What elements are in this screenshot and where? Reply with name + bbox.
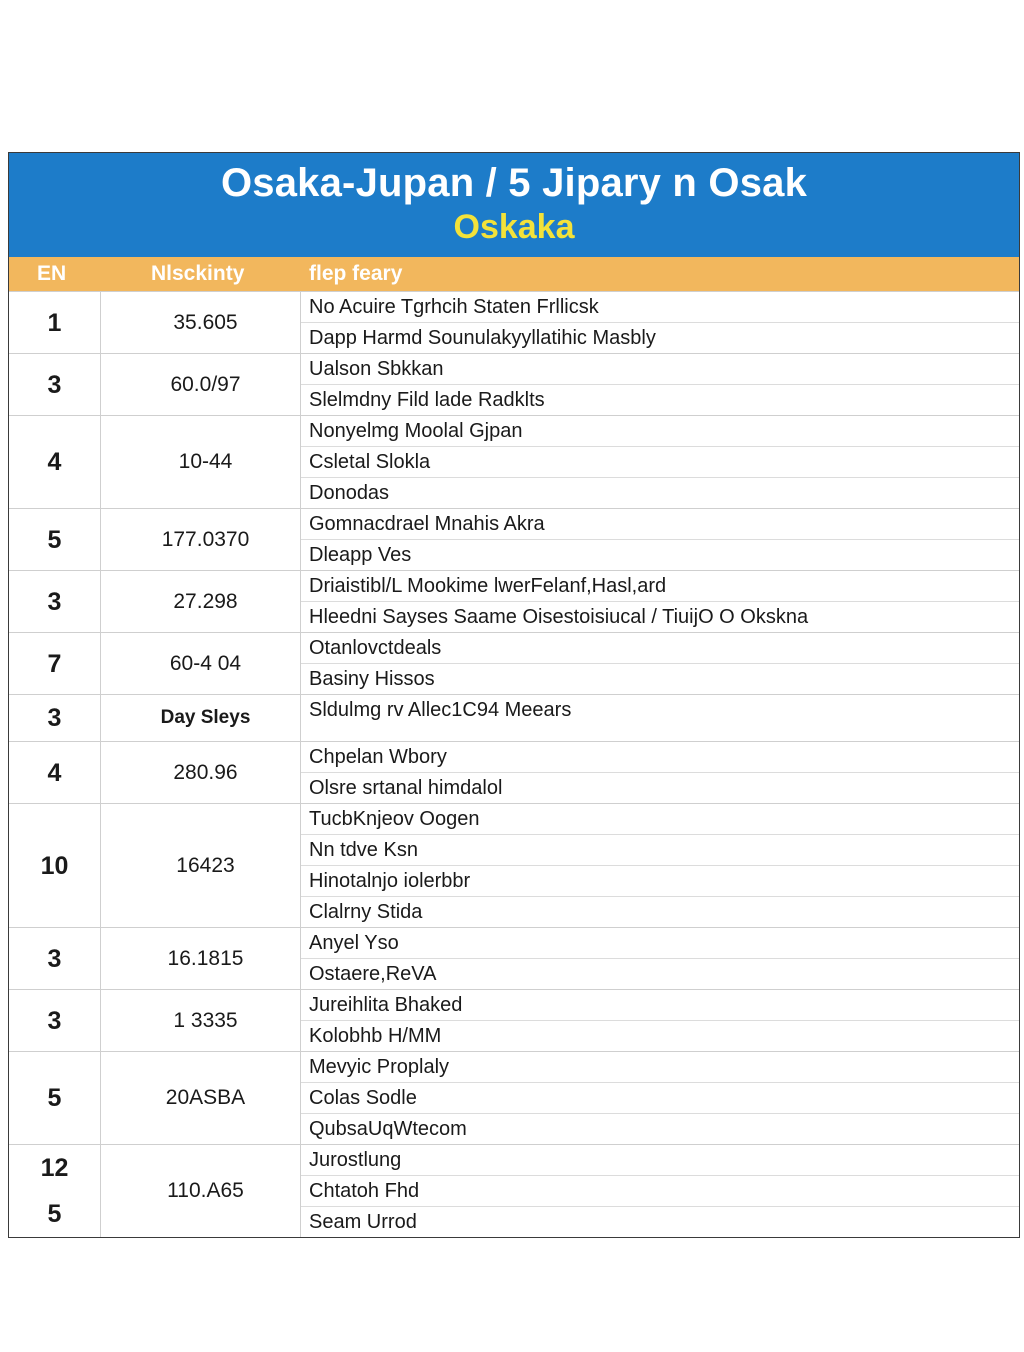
row-number: 5 — [47, 1200, 62, 1228]
entry-line: Chpelan Wbory — [309, 746, 447, 768]
entry-line: Ostaere,ReVA — [301, 958, 1019, 989]
row-number-cell — [9, 1145, 101, 1237]
entry-line: Mevyic Proplaly — [309, 1056, 450, 1078]
row-number-cell — [9, 1052, 101, 1144]
row-number: 12 — [40, 1154, 69, 1182]
entry-line: Nonyelmg Moolal Gjpan — [309, 420, 523, 442]
page-title: Osaka-Jupan / 5 Jipary n Osak — [220, 161, 808, 205]
entry-line: Olsre srtanal himdalol — [301, 772, 1019, 803]
row-value: 280.96 — [101, 742, 301, 803]
entry-line: Anyel Yso — [309, 932, 399, 954]
row-value: 110.A65 — [101, 1145, 301, 1237]
table-row — [9, 353, 1019, 415]
row-value: 20ASBA — [101, 1052, 301, 1144]
table-row — [9, 291, 1019, 353]
entry-line: Hinotalnjo iolerbbr — [301, 865, 1019, 896]
entry-line: Csletal Slokla — [301, 446, 1019, 477]
row-entries — [301, 354, 1019, 415]
table-row — [9, 1144, 1019, 1237]
row-number-cell — [9, 292, 101, 353]
data-sheet — [8, 152, 1020, 1238]
entry-line: Clalrny Stida — [301, 896, 1019, 927]
row-value: 16.1815 — [101, 928, 301, 989]
row-value: Day Sleys — [101, 695, 301, 741]
row-number: 3 — [47, 1006, 62, 1035]
row-number: 4 — [47, 448, 62, 476]
table-row — [9, 415, 1019, 508]
row-entries — [301, 1145, 1019, 1237]
row-entries — [301, 416, 1019, 508]
entry-line: Basiny Hissos — [301, 663, 1019, 694]
entry-line: Slelmdny Fild lade Radklts — [301, 384, 1019, 415]
row-entries — [301, 1052, 1019, 1144]
table-row — [9, 927, 1019, 989]
page-subtitle: Oskaka — [453, 208, 575, 246]
row-number-cell — [9, 354, 101, 415]
table-row — [9, 741, 1019, 803]
row-number-cell — [9, 742, 101, 803]
entry-line: Otanlovctdeals — [309, 637, 442, 659]
row-number-cell — [9, 990, 101, 1051]
entry-line: Gomnacdrael Mnahis Akra — [309, 513, 545, 535]
entry-line: Kolobhb H/MM — [301, 1020, 1019, 1051]
table-row — [9, 570, 1019, 632]
row-value: 27.298 — [101, 571, 301, 632]
entry-line: Jureihlita Bhaked — [309, 994, 463, 1016]
entry-line: Sldulmg rv Allec1C94 Meears — [309, 699, 572, 721]
row-value: 35.605 — [101, 292, 301, 353]
row-number-cell — [9, 695, 101, 741]
column-header-flep-feary: flep feary — [309, 262, 403, 285]
entry-line: Ualson Sbkkan — [309, 358, 444, 380]
row-number-cell — [9, 633, 101, 694]
entry-line: TucbKnjeov Oogen — [309, 808, 480, 830]
table-row — [9, 632, 1019, 694]
row-number: 3 — [47, 704, 62, 732]
entry-line: Colas Sodle — [301, 1082, 1019, 1113]
row-number: 3 — [47, 370, 62, 399]
row-number: 4 — [47, 758, 62, 787]
row-number-cell — [9, 571, 101, 632]
row-entries — [301, 804, 1019, 927]
row-number-cell — [9, 416, 101, 508]
row-number: 5 — [47, 1084, 62, 1112]
row-entries — [301, 742, 1019, 803]
row-entries — [301, 292, 1019, 353]
row-value: 60.0/97 — [101, 354, 301, 415]
table-row — [9, 508, 1019, 570]
entry-line: Dapp Harmd Sounulakyyllatihic Masbly — [301, 322, 1019, 353]
row-number-cell — [9, 509, 101, 570]
table-row — [9, 989, 1019, 1051]
entry-line: No Acuire Tgrhcih Staten Frllicsk — [309, 296, 599, 318]
row-number: 3 — [47, 944, 62, 973]
entry-line: Dleapp Ves — [301, 539, 1019, 570]
row-entries — [301, 509, 1019, 570]
entry-line: Nn tdve Ksn — [301, 834, 1019, 865]
table-row — [9, 694, 1019, 741]
row-value: 60-4 04 — [101, 633, 301, 694]
entry-line: Donodas — [301, 477, 1019, 508]
row-value: 1 3335 — [101, 990, 301, 1051]
entry-line: Jurostlung — [309, 1149, 402, 1171]
row-number: 1 — [47, 308, 62, 337]
entry-line: Hleedni Sayses Saame Oisestoisiucal / TiuijO O Okskna — [301, 601, 1019, 632]
table-row — [9, 1051, 1019, 1144]
title-banner — [9, 153, 1019, 257]
row-value: 16423 — [101, 804, 301, 927]
column-header-en: EN — [37, 262, 67, 285]
row-entries — [301, 571, 1019, 632]
table-body — [9, 291, 1019, 1237]
row-value: 10-44 — [101, 416, 301, 508]
row-entries — [301, 990, 1019, 1051]
row-entries — [301, 695, 1019, 741]
column-header-row — [9, 257, 1019, 291]
row-number-cell — [9, 804, 101, 927]
row-number: 3 — [47, 587, 62, 616]
table-row — [9, 803, 1019, 927]
row-number-cell — [9, 928, 101, 989]
row-entries — [301, 928, 1019, 989]
entry-line: Driaistibl/L Mookime lwerFelanf,Hasl,ard — [309, 575, 667, 597]
entry-line: QubsaUqWtecom — [301, 1113, 1019, 1144]
entry-line: Seam Urrod — [301, 1206, 1019, 1237]
row-number: 5 — [47, 525, 62, 554]
column-header-nlsckinty: Nlsckinty — [151, 262, 245, 285]
row-number: 10 — [40, 851, 69, 880]
row-entries — [301, 633, 1019, 694]
row-number: 7 — [47, 649, 62, 678]
row-value: 177.0370 — [101, 509, 301, 570]
entry-line: Chtatoh Fhd — [301, 1175, 1019, 1206]
